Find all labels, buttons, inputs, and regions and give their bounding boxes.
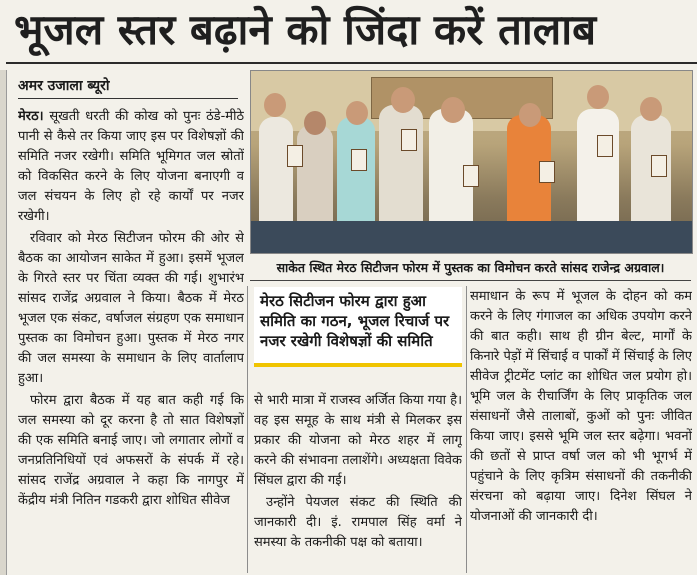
photo-person-head xyxy=(519,103,541,127)
adjacent-page-edge xyxy=(0,70,7,575)
book-icon xyxy=(287,145,303,167)
photo-person-head xyxy=(391,87,415,113)
photo-caption: साकेत स्थित मेरठ सिटीजन फोरम में पुस्तक का विमोचन करते सांसद राजेन्द्र अग्रवाल। xyxy=(250,256,691,281)
article-column-1 xyxy=(18,107,244,573)
photo-person-head xyxy=(264,93,286,117)
headline-rule xyxy=(6,62,697,64)
paragraph: रविवार को मेरठ सिटीजन फोरम की ओर से बैठक का आयोजन साकेत में हुआ। इसमें भूजल के गिरते स्तर पर चिंता व्यक्त की गई। शुभारंभ सांसद राजेंद्र अग्रवाल ने किया। बैठक में मेरठ भूजल एक संकट, वर्षाजल संग्रहण एक समाधान पुस्तक का विमोचन हुआ। पुस्तक में मेरठ नगर की जल समस्या के समाधान के लिए वार्तालाप हुआ। xyxy=(18,231,244,386)
column-divider xyxy=(247,286,248,573)
article-column-2 xyxy=(254,391,462,573)
book-icon xyxy=(651,155,667,177)
photo-person xyxy=(337,117,375,235)
paragraph: उन्होंने पेयजल संकट की स्थिति की जानकारी दी। इं. रामपाल सिंह वर्मा ने समस्या के तकनीकी पक्ष को बताया। xyxy=(254,495,462,550)
article-column-3 xyxy=(470,287,692,573)
photo-person-head xyxy=(346,101,368,125)
subheadline-highlight-bar xyxy=(254,363,462,367)
photo-person xyxy=(259,117,293,235)
book-icon xyxy=(597,135,613,157)
book-icon xyxy=(401,129,417,151)
photo-person-head xyxy=(441,97,465,123)
column-divider xyxy=(466,286,467,573)
subheadline: मेरठ सिटीजन फोरम द्वारा हुआ समिति का गठन, भूजल रिचार्ज पर नजर रखेगी विशेषज्ञों की समिति xyxy=(254,287,462,367)
photo-person xyxy=(297,125,333,235)
paragraph: से भारी मात्रा में राजस्व अर्जित किया गया है। वह इस समूह के साथ मंत्री से मिलकर इस प्रकार की योजना को मेरठ शहर में लागू करने की संभावना तलाशेंगे। अध्यक्षता विवेक सिंघल द्वारा की गई। xyxy=(254,393,462,488)
paragraph xyxy=(18,107,244,227)
photo-person xyxy=(379,105,423,235)
book-icon xyxy=(539,161,555,183)
photo-table xyxy=(251,221,692,253)
book-icon xyxy=(351,149,367,171)
photo-person-head xyxy=(640,97,662,121)
photo-person xyxy=(577,109,619,235)
photo-person-head xyxy=(304,111,326,135)
dateline: मेरठ। xyxy=(18,109,44,124)
news-photo xyxy=(250,70,693,254)
paragraph: फोरम द्वारा बैठक में यह बात कही गई कि जल समस्या को दूर करना है तो सात विशेषज्ञों की एक समिति बनाई जाए। जो लगातार लोगों व जनप्रतिनिधियों एवं अफसरों के संपर्क में रहे। सांसद राजेंद्र अग्रवाल ने कहा कि नागपुर में केंद्रीय मंत्री नितिन गडकरी द्वारा शोधित सीवेज xyxy=(18,393,244,508)
headline: भूजल स्तर बढ़ाने को जिंदा करें तालाब xyxy=(14,5,597,54)
byline-rule xyxy=(18,98,238,99)
book-icon xyxy=(463,165,479,187)
byline: अमर उजाला ब्यूरो xyxy=(18,78,110,94)
paragraph-text: सूखती धरती की कोख को पुनः ठंडे-मीठे पानी से कैसे तर किया जाए इस पर विशेषज्ञों की समिति नजर रखेगी। समिति भूमिगत जल स्रोतों को विकसित करने के लिए योजना बनाएगी व जल संचयन के लिए हो रहे कार्यों पर नजर रखेगी। xyxy=(18,109,244,224)
photo-person-head xyxy=(587,85,609,109)
paragraph: समाधान के रूप में भूजल के दोहन को कम करने के लिए गंगाजल का अधिक उपयोग करने की बात कही। साथ ही ग्रीन बेल्ट, मार्गों के किनारे पेड़ों में सिंचाई व पार्कों में सिंचाई के लिए सीवेज ट्रीटमेंट प्लांट का शोधित जल प्रयोग हो। भूमि जल के रीचार्जिंग के लिए प्राकृतिक जल संसाधनों जैसे तालाबों, कुओं को पुनः जीवित किया जाए। इससे भूमि जल स्तर बढ़ेगा। भवनों की छतों से प्राप्त वर्षा जल को भी भूगर्भ में पहुंचाने के लिए कृत्रिम संसाधनों की तकनीकी संरचना को बढ़ाया जाए। दिनेश सिंघल ने योजनाओं की जानकारी दी। xyxy=(470,289,692,524)
